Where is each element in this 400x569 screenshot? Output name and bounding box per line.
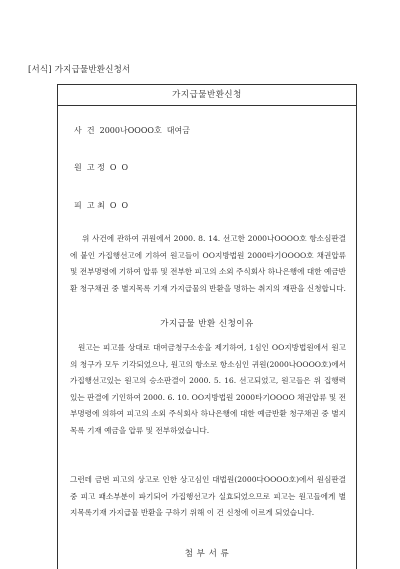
document-title: 가지급물반환신청 [58, 85, 356, 106]
case-line: 사 건 2000나OOOO호 대여금 [74, 126, 190, 135]
attachments-title: 첨 부 서 류 [184, 549, 230, 559]
reasons-paragraph-1: 원고는 피고를 상대로 대여금청구소송을 제기하여, 1심인 OO지방법원에서 원고의 청구가 모두 기각되었으나, 원고의 항소로 항소심인 귀원(2000나OOOO호)에서 가집행선고있는 원고의 승소판결이 2000. 5. 16. 선고되었고, 원고들은 위 집행력있는 판결에 기인하여 2000. 6. 10. OO지방법원 2000타기OOOO 채권압류 및 전부명령에 의하여 피고의 소외 주식회사 하나은행에 대한 예금반환 청구채권 중 별지목록 기재 예금을 압류 및 전부하였습니다. [70, 343, 346, 435]
form-label: [서식] 가지급물반환신청서 [28, 65, 131, 75]
document-frame [57, 84, 357, 569]
defendant-line: 피 고 최 O O [74, 201, 129, 210]
reasons-paragraph-2: 그런데 금번 피고의 상고로 인한 상고심인 대법원(2000다OOOO호)에서 원심판결 중 피고 패소부분이 파기되어 가집행선고가 실효되었으므로 피고는 원고들에게 별지목록기재 가지급물 반환을 구하기 위해 이 건 신청에 이르게 되었습니다. [70, 475, 346, 517]
intro-paragraph: 위 사건에 관하여 귀원에서 2000. 8. 14. 선고한 2000나OOOO호 항소심판결에 붙인 가집행선고에 기하여 원고들이 OO지방법원 2000타기OOOO호 채권압류 및 전부명령에 기하여 압류 및 전부한 피고의 소외 주식회사 하나은행에 대한 예금반환 청구채권 중 별지목록 기재 가지급물의 반환을 명하는 취지의 재판을 신청합니다. [70, 234, 346, 293]
reasons-title: 가지급물 반환 신청이유 [160, 319, 254, 329]
plaintiff-line: 원 고 정 O O [74, 163, 129, 172]
